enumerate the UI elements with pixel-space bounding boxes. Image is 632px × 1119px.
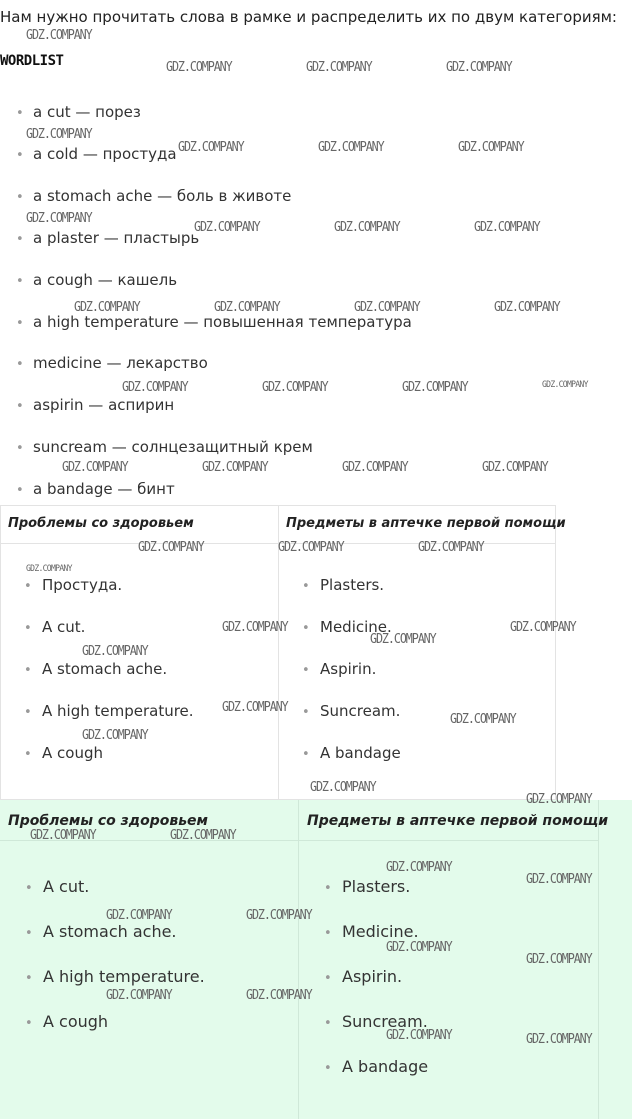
bullet-icon: • <box>324 1061 332 1076</box>
cell-text: Medicine. <box>320 618 392 636</box>
bullet-icon: • <box>16 399 24 414</box>
watermark: GDZ.COMPANY <box>246 908 312 923</box>
watermark: GDZ.COMPANY <box>26 28 92 43</box>
bullet-icon: • <box>24 579 32 594</box>
cell-text: Medicine. <box>342 922 419 941</box>
bullet-icon: • <box>16 232 24 247</box>
watermark: GDZ.COMPANY <box>202 460 268 475</box>
cell-text: A cut. <box>43 877 90 896</box>
table-cell-item <box>25 1012 108 1031</box>
watermark: GDZ.COMPANY <box>214 300 280 315</box>
bullet-icon: • <box>16 357 24 372</box>
watermark: GDZ.COMPANY <box>82 644 148 659</box>
wordlist-heading: WORDLIST <box>0 53 64 69</box>
watermark: GDZ.COMPANY <box>26 127 92 142</box>
watermark: GDZ.COMPANY <box>370 632 436 647</box>
table-cell-item <box>324 922 419 941</box>
cell-text: A stomach ache. <box>42 660 168 678</box>
table-cell-item <box>24 702 194 720</box>
wordlist-item-text: aspirin — аспирин <box>33 396 175 414</box>
cell-text: Suncream. <box>342 1012 428 1031</box>
wordlist-item-text: a cough — кашель <box>33 271 178 289</box>
watermark: GDZ.COMPANY <box>138 540 204 555</box>
watermark: GDZ.COMPANY <box>334 220 400 235</box>
watermark: GDZ.COMPANY <box>474 220 540 235</box>
watermark: GDZ.COMPANY <box>170 828 236 843</box>
watermark: GDZ.COMPANY <box>354 300 420 315</box>
bullet-icon: • <box>324 1016 332 1031</box>
cell-text: Aspirin. <box>342 967 403 986</box>
cell-text: A bandage <box>320 744 401 762</box>
wordlist-item-text: a plaster — пластырь <box>33 229 200 247</box>
bullet-icon: • <box>302 579 310 594</box>
wordlist-item <box>16 313 412 331</box>
watermark: GDZ.COMPANY <box>62 460 128 475</box>
watermark: GDZ.COMPANY <box>26 211 92 226</box>
bullet-icon: • <box>302 747 310 762</box>
watermark: GDZ.COMPANY <box>386 1028 452 1043</box>
watermark: GDZ.COMPANY <box>542 380 588 390</box>
watermark: GDZ.COMPANY <box>74 300 140 315</box>
watermark: GDZ.COMPANY <box>482 460 548 475</box>
health-problems-header: Проблемы со здоровьем <box>8 516 194 531</box>
watermark: GDZ.COMPANY <box>526 872 592 887</box>
wordlist-item-text: a cold — простуда <box>33 145 177 163</box>
bullet-icon: • <box>16 441 24 456</box>
watermark: GDZ.COMPANY <box>106 908 172 923</box>
first-aid-kit-header: Предметы в аптечке первой помощи <box>307 813 609 829</box>
wordlist-item-text: a high temperature — повышенная температура <box>33 313 412 331</box>
table-cell-item <box>25 967 205 986</box>
table-cell-item <box>324 967 402 986</box>
cell-text: Aspirin. <box>320 660 377 678</box>
watermark: GDZ.COMPANY <box>386 940 452 955</box>
cell-text: A cut. <box>42 618 86 636</box>
wordlist-item-text: a cut — порез <box>33 103 141 121</box>
cell-text: A stomach ache. <box>43 922 177 941</box>
watermark: GDZ.COMPANY <box>418 540 484 555</box>
watermark: GDZ.COMPANY <box>306 60 372 75</box>
bullet-icon: • <box>25 1016 33 1031</box>
table-cell-item <box>24 660 167 678</box>
bullet-icon: • <box>302 621 310 636</box>
watermark: GDZ.COMPANY <box>526 1032 592 1047</box>
bullet-icon: • <box>16 190 24 205</box>
bullet-icon: • <box>25 881 33 896</box>
first-aid-kit-header: Предметы в аптечке первой помощи <box>286 516 566 531</box>
table-cell-item <box>24 576 122 594</box>
wordlist-item <box>16 229 199 247</box>
watermark: GDZ.COMPANY <box>310 780 376 795</box>
watermark: GDZ.COMPANY <box>278 540 344 555</box>
cell-text: Plasters. <box>320 576 385 594</box>
table-cell-item <box>24 744 103 762</box>
table-cell-item <box>324 1057 428 1076</box>
bullet-icon: • <box>25 971 33 986</box>
cell-text: Простуда. <box>42 576 123 594</box>
watermark: GDZ.COMPANY <box>222 620 288 635</box>
wordlist-item <box>16 145 177 163</box>
wordlist-item <box>16 438 313 456</box>
watermark: GDZ.COMPANY <box>178 140 244 155</box>
wordlist-item <box>16 103 141 121</box>
wordlist-item <box>16 396 174 414</box>
cell-text: A cough <box>42 744 103 762</box>
watermark: GDZ.COMPANY <box>494 300 560 315</box>
cell-text: A bandage <box>342 1057 429 1076</box>
watermark: GDZ.COMPANY <box>222 700 288 715</box>
wordlist-item <box>16 354 208 372</box>
bullet-icon: • <box>16 316 24 331</box>
watermark: GDZ.COMPANY <box>26 564 72 574</box>
cell-text: A high temperature. <box>42 702 194 720</box>
bullet-icon: • <box>324 926 332 941</box>
table-cell-item <box>302 744 401 762</box>
table-right-border <box>598 800 599 1119</box>
intro-text: Нам нужно прочитать слова в рамке и распределить их по двум категориям: <box>0 8 617 26</box>
watermark: GDZ.COMPANY <box>458 140 524 155</box>
watermark: GDZ.COMPANY <box>342 460 408 475</box>
watermark: GDZ.COMPANY <box>106 988 172 1003</box>
watermark: GDZ.COMPANY <box>446 60 512 75</box>
watermark: GDZ.COMPANY <box>386 860 452 875</box>
health-problems-header: Проблемы со здоровьем <box>8 813 208 829</box>
wordlist-item-text: suncream — солнцезащитный крем <box>33 438 313 456</box>
table-cell-item <box>302 702 400 720</box>
watermark: GDZ.COMPANY <box>510 620 576 635</box>
table-cell-item <box>24 618 85 636</box>
bullet-icon: • <box>24 747 32 762</box>
bullet-icon: • <box>324 881 332 896</box>
table-cell-item <box>324 877 410 896</box>
cell-text: Suncream. <box>320 702 401 720</box>
cell-text: Plasters. <box>342 877 411 896</box>
column-divider <box>298 800 299 1119</box>
wordlist-item <box>16 187 291 205</box>
bullet-icon: • <box>25 926 33 941</box>
bullet-icon: • <box>24 705 32 720</box>
wordlist-item-text: a stomach ache — боль в животе <box>33 187 292 205</box>
bullet-icon: • <box>16 274 24 289</box>
watermark: GDZ.COMPANY <box>262 380 328 395</box>
table-cell-item <box>302 660 376 678</box>
table-cell-item <box>25 922 177 941</box>
watermark: GDZ.COMPANY <box>166 60 232 75</box>
wordlist-item-text: a bandage — бинт <box>33 480 175 498</box>
table-cell-item <box>25 877 89 896</box>
cell-text: A cough <box>43 1012 109 1031</box>
watermark: GDZ.COMPANY <box>246 988 312 1003</box>
bullet-icon: • <box>324 971 332 986</box>
bullet-icon: • <box>24 621 32 636</box>
watermark: GDZ.COMPANY <box>82 728 148 743</box>
bullet-icon: • <box>24 663 32 678</box>
watermark: GDZ.COMPANY <box>526 792 592 807</box>
watermark: GDZ.COMPANY <box>526 952 592 967</box>
watermark: GDZ.COMPANY <box>30 828 96 843</box>
bullet-icon: • <box>302 663 310 678</box>
bullet-icon: • <box>16 148 24 163</box>
wordlist-item-text: medicine — лекарство <box>33 354 208 372</box>
watermark: GDZ.COMPANY <box>318 140 384 155</box>
bullet-icon: • <box>16 106 24 121</box>
watermark: GDZ.COMPANY <box>194 220 260 235</box>
bullet-icon: • <box>16 483 24 498</box>
watermark: GDZ.COMPANY <box>122 380 188 395</box>
wordlist-item <box>16 271 177 289</box>
bullet-icon: • <box>302 705 310 720</box>
table-cell-item <box>302 576 384 594</box>
watermark: GDZ.COMPANY <box>450 712 516 727</box>
wordlist-item <box>16 480 175 498</box>
watermark: GDZ.COMPANY <box>402 380 468 395</box>
cell-text: A high temperature. <box>43 967 205 986</box>
